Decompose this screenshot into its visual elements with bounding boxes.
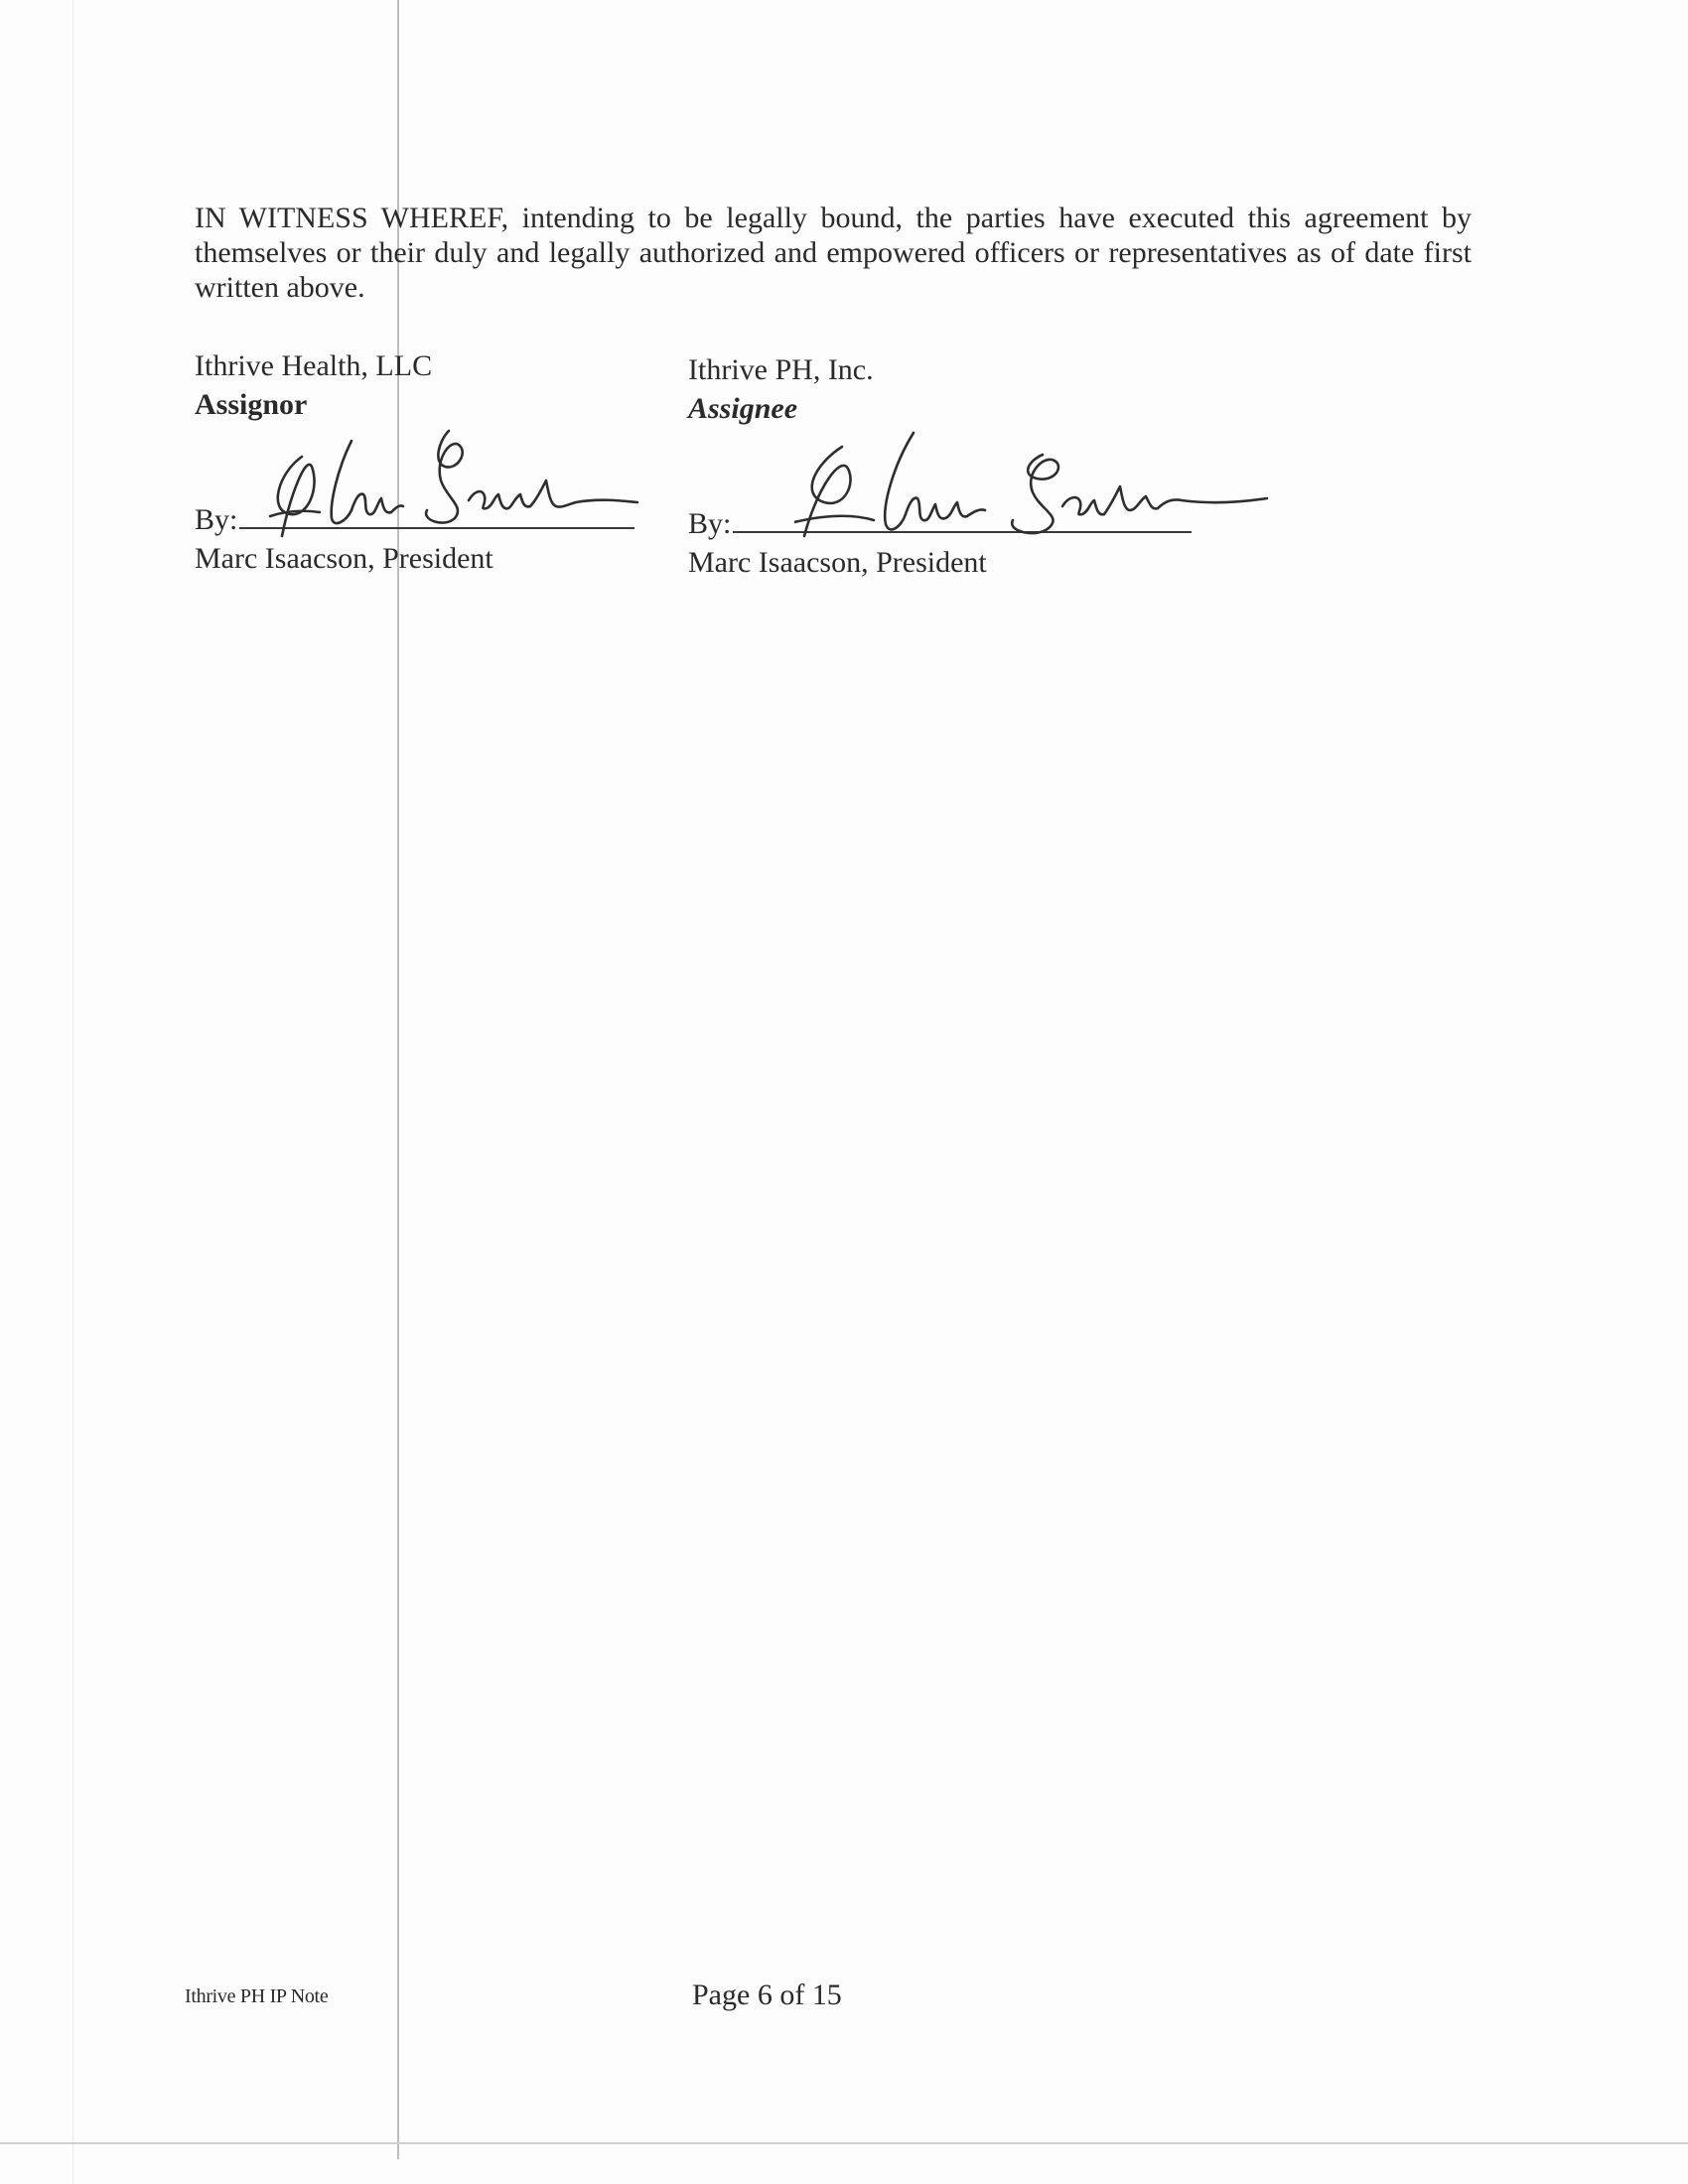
assignee-by-label: By:	[688, 507, 732, 540]
assignee-block	[688, 350, 1284, 428]
footer-page-number: Page 6 of 15	[692, 1979, 842, 2011]
assignee-company: Ithrive PH, Inc.	[688, 353, 874, 386]
footer-document-name: Ithrive PH IP Note	[185, 1985, 329, 2007]
assignor-signer-name: Marc Isaacson, President	[195, 542, 493, 575]
scan-edge-artifact	[72, 0, 73, 2184]
assignor-role: Assignor	[195, 388, 308, 421]
assignee-role: Assignee	[688, 392, 798, 425]
assignee-signature	[794, 425, 1271, 554]
assignor-signature	[260, 419, 647, 548]
assignor-block	[195, 346, 661, 424]
witness-clause: IN WITNESS WHEREF, intending to be legally bound, the parties have executed this agreement by themselves or their duly and legally authorized and empowered officers or representatives as of date first written above.	[195, 202, 1472, 304]
assignor-company: Ithrive Health, LLC	[195, 349, 433, 382]
assignor-by-label: By:	[195, 503, 238, 536]
scan-line-artifact	[397, 0, 399, 2159]
assignee-signer-name: Marc Isaacson, President	[688, 546, 987, 579]
scan-bottom-artifact	[0, 2142, 1688, 2144]
